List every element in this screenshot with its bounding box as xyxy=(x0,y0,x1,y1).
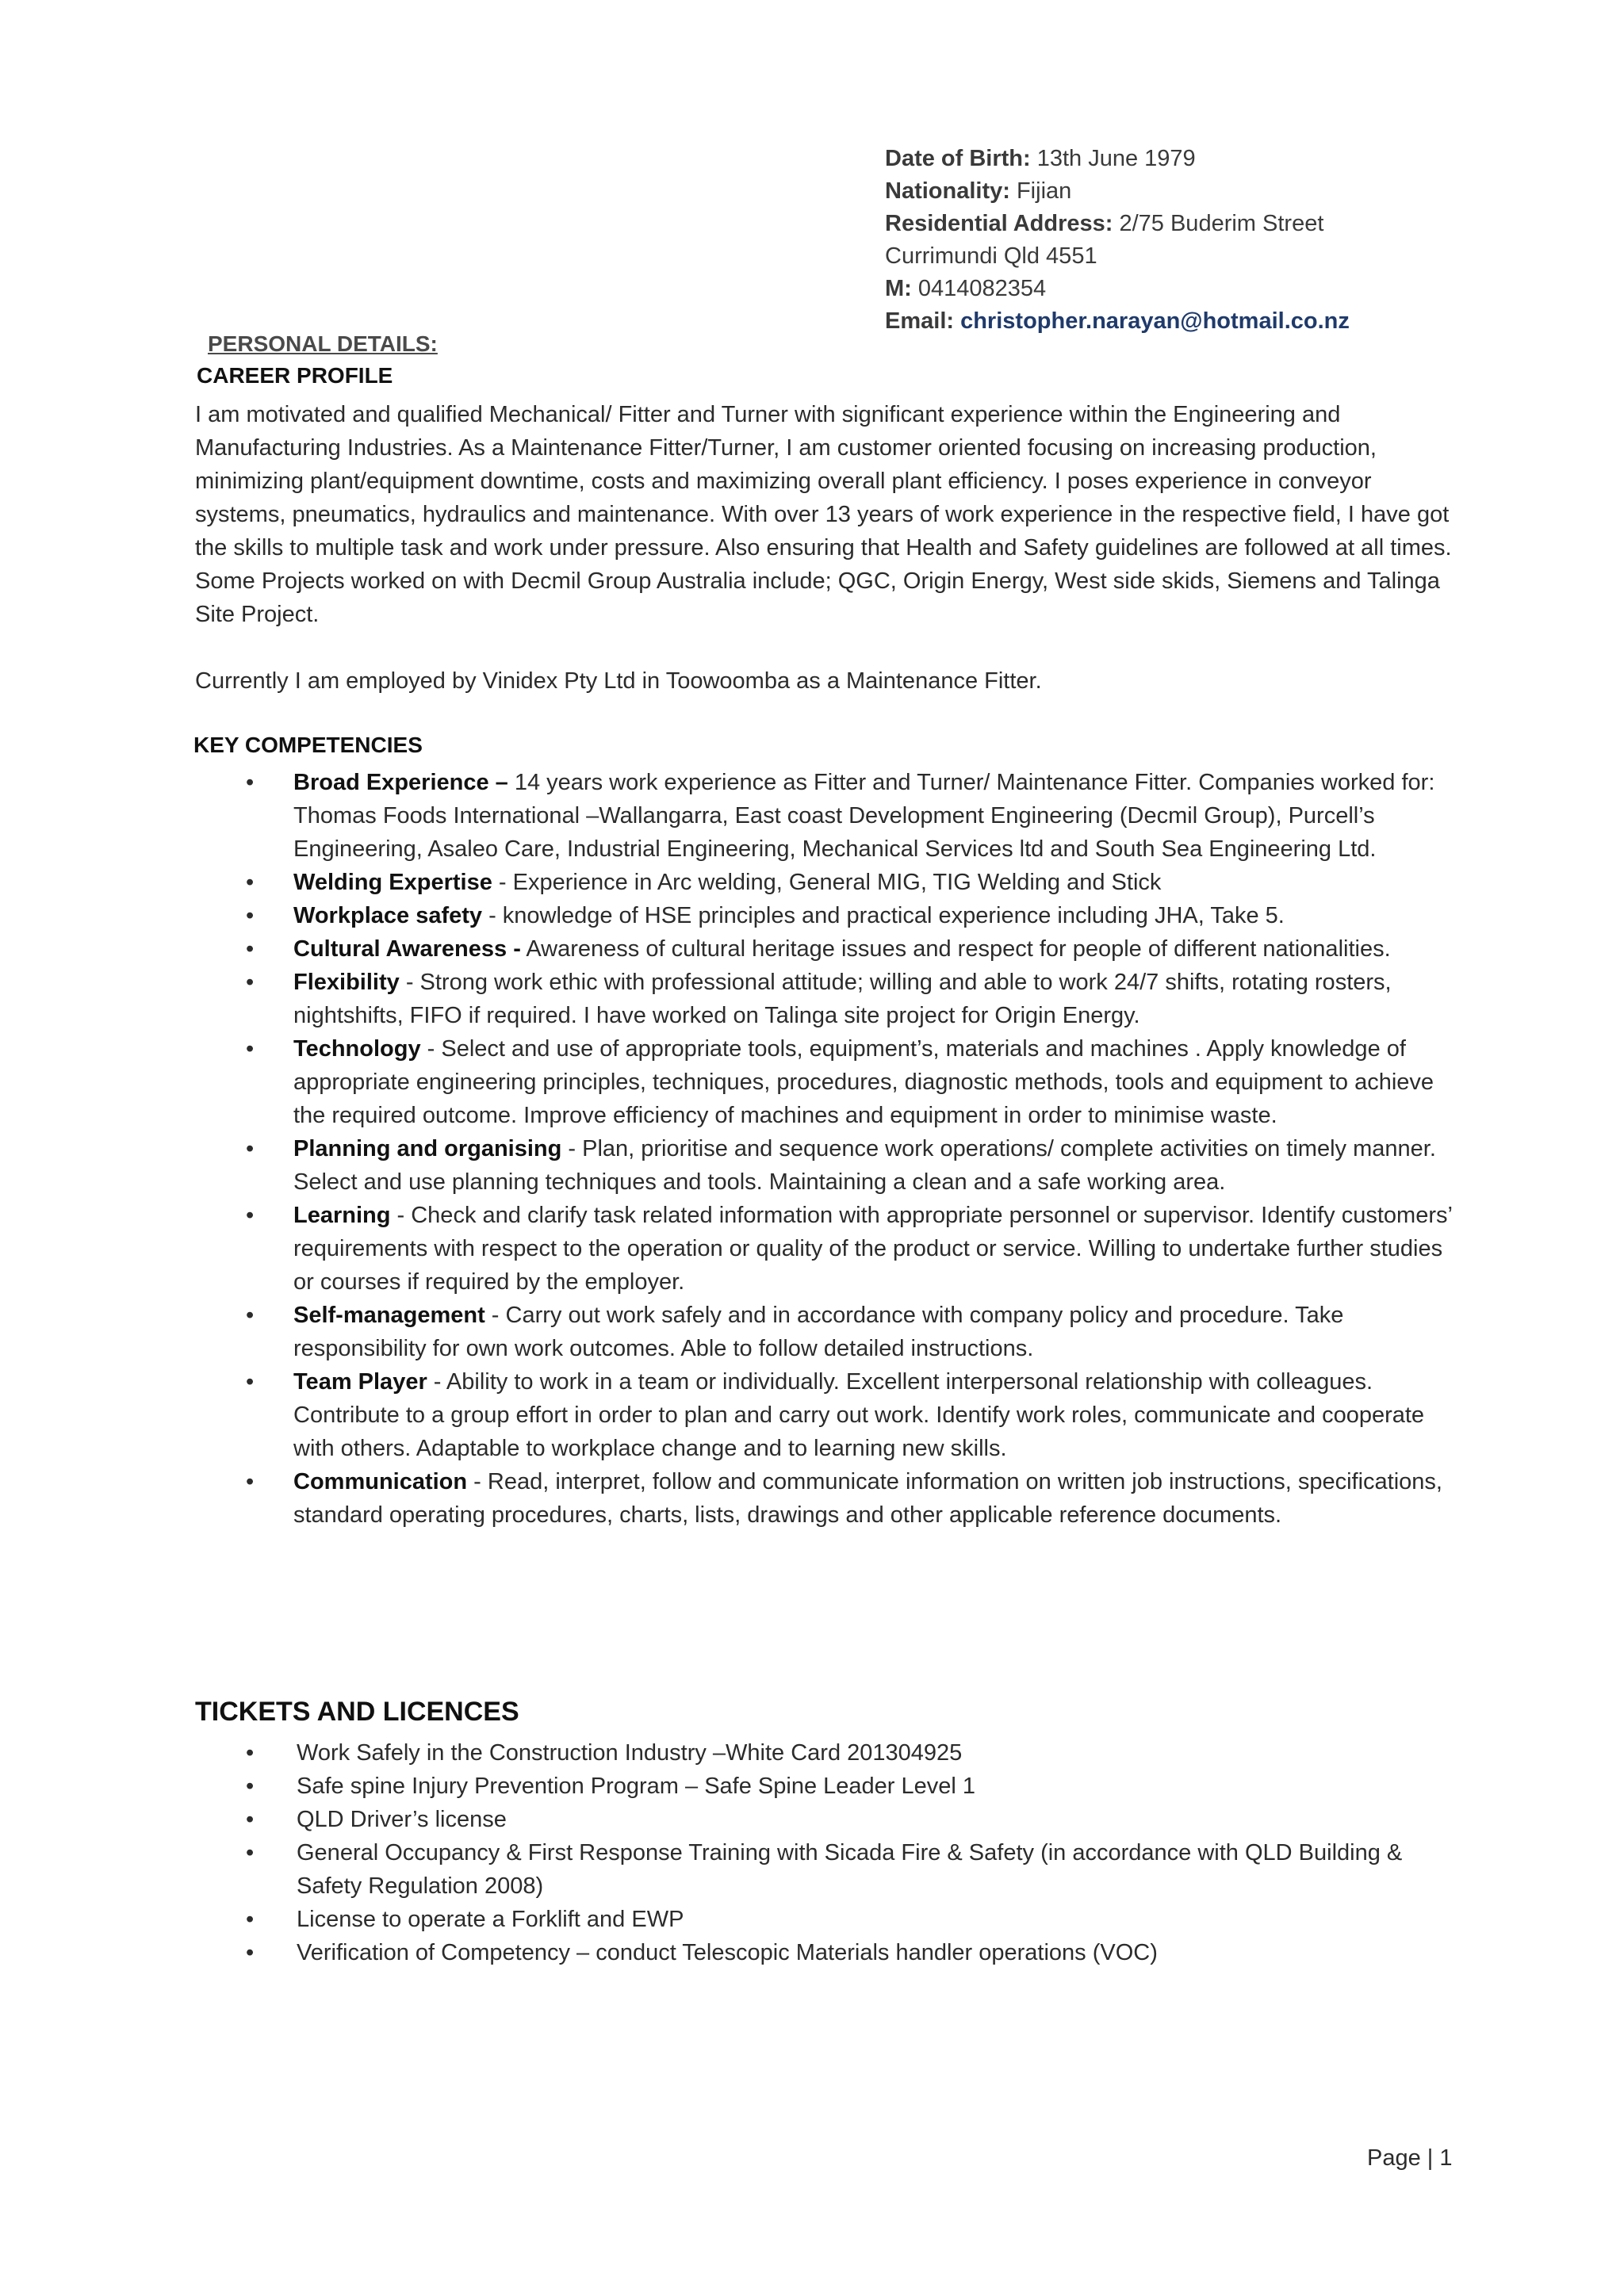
competency-term: Broad Experience – xyxy=(293,770,508,795)
competency-term: Learning xyxy=(293,1203,391,1228)
mobile-label: M: xyxy=(885,276,912,301)
competency-term: Team Player xyxy=(293,1369,427,1395)
dob-row xyxy=(885,143,1350,175)
bullet-icon: • xyxy=(246,970,255,995)
current-employment: Currently I am employed by Vinidex Pty Ltd in Toowoomba as a Maintenance Fitter. xyxy=(195,668,1042,694)
bullet-icon: • xyxy=(246,903,255,928)
competency-text: - Plan, prioritise and sequence work operations/ complete activities on timely manner. Select and use planning techniques and tools. Maintaining a clean and a safe working area. xyxy=(293,1136,1436,1195)
career-profile-heading: CAREER PROFILE xyxy=(197,363,393,388)
nationality-value: Fijian xyxy=(1016,178,1072,204)
ticket-item xyxy=(243,1770,1432,1803)
bullet-icon: • xyxy=(246,1840,255,1866)
competency-item xyxy=(243,1365,1464,1465)
bullet-icon: • xyxy=(246,1136,255,1161)
bullet-icon: • xyxy=(246,936,255,962)
contact-details xyxy=(885,143,1350,338)
bullet-icon: • xyxy=(246,1369,255,1395)
ticket-text: Verification of Competency – conduct Telescopic Materials handler operations (VOC) xyxy=(297,1940,1158,1965)
competency-term: Technology xyxy=(293,1036,421,1062)
competency-item xyxy=(243,1299,1464,1365)
competency-term: Planning and organising xyxy=(293,1136,562,1161)
competency-term: Self-management xyxy=(293,1303,485,1328)
competency-item xyxy=(243,1032,1464,1132)
competency-text: - Ability to work in a team or individually. Excellent interpersonal relationship with colleagues. Contribute to a group effort in order to plan and carry out work. Identify work roles, communicate and cooperate with others. Adaptable to workplace change and to learning new skills. xyxy=(293,1369,1425,1461)
ticket-text: General Occupancy & First Response Training with Sicada Fire & Safety (in accordance with QLD Building & Safety Regulation 2008) xyxy=(297,1840,1403,1899)
address-line2: Currimundi Qld 4551 xyxy=(885,243,1097,269)
competency-item xyxy=(243,1199,1464,1299)
career-profile-paragraph: I am motivated and qualified Mechanical/ Fitter and Turner with significant experience within the Engineering and Manufacturing Industries. As a Maintenance Fitter/Turner, I am customer oriented focusing on increasing production, minimizing plant/equipment downtime, costs and maximizing overall plant efficiency. I poses experience in conveyor systems, pneumatics, hydraulics and maintenance. With over 13 years of work experience in the respective field, I have got the skills to multiple task and work under pressure. Also ensuring that Health and Safety guidelines are followed at all times. Some Projects worked on with Decmil Group Australia include; QGC, Origin Energy, West side skids, Siemens and Talinga Site Project. xyxy=(195,402,1452,627)
mobile-row xyxy=(885,273,1350,305)
ticket-item xyxy=(243,1936,1432,1969)
key-competencies-list xyxy=(243,766,1464,1532)
ticket-text: Safe spine Injury Prevention Program – Safe Spine Leader Level 1 xyxy=(297,1774,976,1799)
bullet-icon: • xyxy=(246,1740,255,1766)
competency-term: Flexibility xyxy=(293,970,400,995)
bullet-icon: • xyxy=(246,1036,255,1062)
bullet-icon: • xyxy=(246,1303,255,1328)
ticket-text: Work Safely in the Construction Industry –White Card 201304925 xyxy=(297,1740,963,1766)
competency-text: - Select and use of appropriate tools, equipment’s, materials and machines . Apply knowledge of appropriate engineering principles, techniques, procedures, diagnostic methods, tools and equipment to achieve the required outcome. Improve efficiency of machines and equipment in order to minimise waste. xyxy=(293,1036,1434,1128)
nationality-row xyxy=(885,175,1350,208)
competency-text: - knowledge of HSE principles and practical experience including JHA, Take 5. xyxy=(482,903,1285,928)
competency-text: - Read, interpret, follow and communicate information on written job instructions, specifications, standard operating procedures, charts, lists, drawings and other applicable reference documents. xyxy=(293,1469,1442,1528)
ticket-text: License to operate a Forklift and EWP xyxy=(297,1907,684,1932)
competency-item xyxy=(243,1465,1464,1532)
ticket-item xyxy=(243,1803,1432,1836)
ticket-item xyxy=(243,1736,1432,1770)
competency-term: Communication xyxy=(293,1469,468,1494)
competency-item xyxy=(243,966,1464,1032)
competency-term: Workplace safety xyxy=(293,903,483,928)
bullet-icon: • xyxy=(246,1774,255,1799)
ticket-text: QLD Driver’s license xyxy=(297,1807,507,1832)
competency-item xyxy=(243,1132,1464,1199)
competency-term: Welding Expertise xyxy=(293,870,492,895)
bullet-icon: • xyxy=(246,870,255,895)
dob-value: 13th June 1979 xyxy=(1036,146,1196,171)
competency-item xyxy=(243,932,1464,966)
dob-label: Date of Birth: xyxy=(885,146,1031,171)
email-label: Email: xyxy=(885,308,955,334)
personal-details-heading: PERSONAL DETAILS: xyxy=(208,331,438,356)
address-label: Residential Address: xyxy=(885,211,1113,236)
competency-item xyxy=(243,766,1464,866)
bullet-icon: • xyxy=(246,1469,255,1494)
page-number: Page | 1 xyxy=(1367,2145,1453,2171)
competency-text: - Carry out work safely and in accordance with company policy and procedure. Take responsibility for own work outcomes. Able to follow detailed instructions. xyxy=(293,1303,1344,1361)
bullet-icon: • xyxy=(246,1907,255,1932)
competency-term: Cultural Awareness - xyxy=(293,936,521,962)
address-line1: 2/75 Buderim Street xyxy=(1119,211,1324,236)
mobile-value: 0414082354 xyxy=(917,276,1047,301)
bullet-icon: • xyxy=(246,1807,255,1832)
ticket-item xyxy=(243,1836,1432,1903)
bullet-icon: • xyxy=(246,1203,255,1228)
nationality-label: Nationality: xyxy=(885,178,1010,204)
address-row xyxy=(885,208,1350,240)
email-row xyxy=(885,305,1350,338)
address-row-2 xyxy=(885,240,1350,273)
competency-text: 14 years work experience as Fitter and Turner/ Maintenance Fitter. Companies worked for: Thomas Foods International –Wallangarra, East coast Development Engineering (Decmil Group), Purcell’s Engineering, Asaleo Care, Industrial Engineering, Mechanical Services ltd and South Sea Engineering Ltd. xyxy=(293,770,1435,862)
bullet-icon: • xyxy=(246,1940,255,1965)
competency-text: - Experience in Arc welding, General MIG, TIG Welding and Stick xyxy=(492,870,1162,895)
email-link[interactable]: christopher.narayan@hotmail.co.nz xyxy=(960,308,1350,334)
competency-text: - Check and clarify task related information with appropriate personnel or supervisor. Identify customers’ requirements with respect to the operation or quality of the product or service. Willing to undertake further studies or courses if required by the employer. xyxy=(293,1203,1452,1295)
bullet-icon: • xyxy=(246,770,255,795)
competency-item xyxy=(243,866,1464,899)
competency-item xyxy=(243,899,1464,932)
key-competencies-heading: KEY COMPETENCIES xyxy=(193,733,423,757)
tickets-heading: TICKETS AND LICENCES xyxy=(195,1697,519,1727)
competency-text: - Strong work ethic with professional attitude; willing and able to work 24/7 shifts, rotating rosters, nightshifts, FIFO if required. I have worked on Talinga site project for Origin Energy. xyxy=(293,970,1392,1028)
ticket-item xyxy=(243,1903,1432,1936)
competency-text: Awareness of cultural heritage issues and respect for people of different nationalities. xyxy=(520,936,1391,962)
tickets-list xyxy=(243,1736,1432,1969)
